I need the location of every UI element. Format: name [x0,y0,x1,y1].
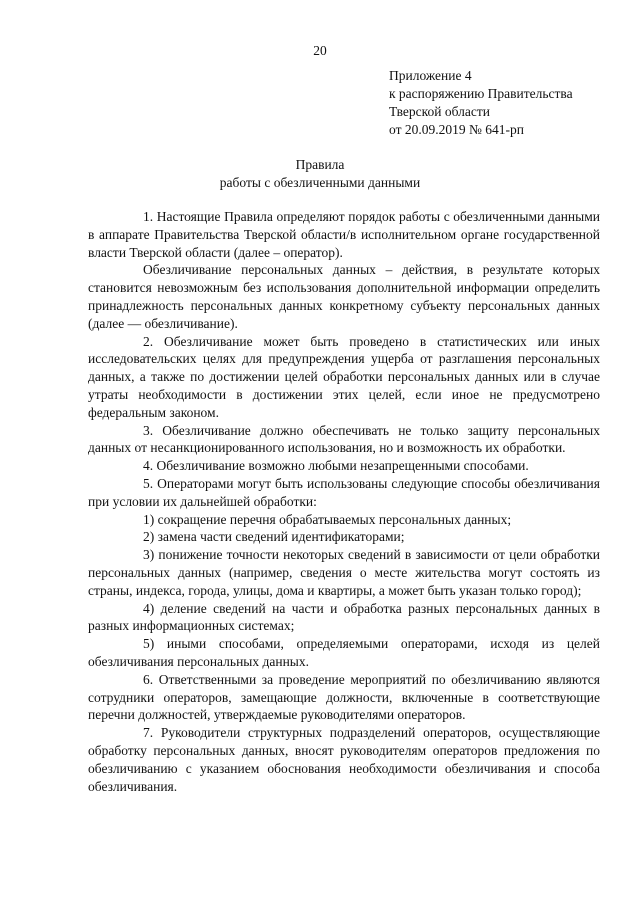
paragraph: 7. Руководители структурных подразделений операторов, осуществляющие обработку персональных данных, вносят руководителям операторов предложения по обезличиванию с указанием обоснования необходимости обезличивания и способа обезличивания. [88,725,600,794]
title-line: работы с обезличенными данными [219,175,421,190]
appendix-line: Тверской области [389,104,490,119]
list-item: 4) деление сведений на части и обработка разных персональных данных в разных информационных системах; [88,600,600,634]
paragraph: 6. Ответственными за проведение мероприятий по обезличиванию являются сотрудники операторов, замещающие должности, включенные в соответствующие перечни должностей, утверждаемые руководителями операторов. [88,671,600,723]
paragraph: 3. Обезличивание должно обеспечивать не только защиту персональных данных от несанкционированного использования, но и возможность их обработки. [88,422,600,456]
list-item: 3) понижение точности некоторых сведений в зависимости от цели обработки персональных данных (например, сведения о месте жительства могут состоять из страны, индекса, города, улицы, дома и квартиры, а может быть указан только город); [88,547,600,598]
appendix-line: от 20.09.2019 № 641-рп [389,122,524,137]
list-item: 1) сокращение перечня обрабатываемых персональных данных; [143,511,512,527]
page-number: 20 [313,43,327,58]
title-line: Правила [295,157,345,172]
paragraph: 1. Настоящие Правила определяют порядок работы с обезличенными данными в аппарате Правительства Тверской области/в исполнительном органе государственной власти Тверской области (далее – оператор). [88,209,600,260]
paragraph: Обезличивание персональных данных – действия, в результате которых становится невозможным без использования дополнительной информации определить принадлежность персональных данных конкретному субъекту персональных данных (далее — обезличивание). [88,262,600,331]
paragraph: 2. Обезличивание может быть проведено в статистических или иных исследовательских целях для предупреждения ущерба от разглашения персональных данных, а также по достижении целей обработки персональных данных или в случае утраты необходимости в достижении этих целей, если иное не предусмотрено федеральным законом. [88,333,600,420]
document-title [0,156,640,192]
paragraph: 4. Обезличивание возможно любыми незапрещенными способами. [143,458,529,474]
list-item: 5) иными способами, определяемыми операторами, исходя из целей обезличивания персональных данных. [88,636,600,669]
appendix-line: к распоряжению Правительства [389,86,573,101]
appendix-line: Приложение 4 [389,68,472,83]
appendix-header [389,67,573,139]
list-item: 2) замена части сведений идентификаторами; [143,529,405,545]
paragraph: 5. Операторами могут быть использованы следующие способы обезличивания при условии их дальнейшей обработки: [88,475,600,509]
document-body [88,208,600,795]
